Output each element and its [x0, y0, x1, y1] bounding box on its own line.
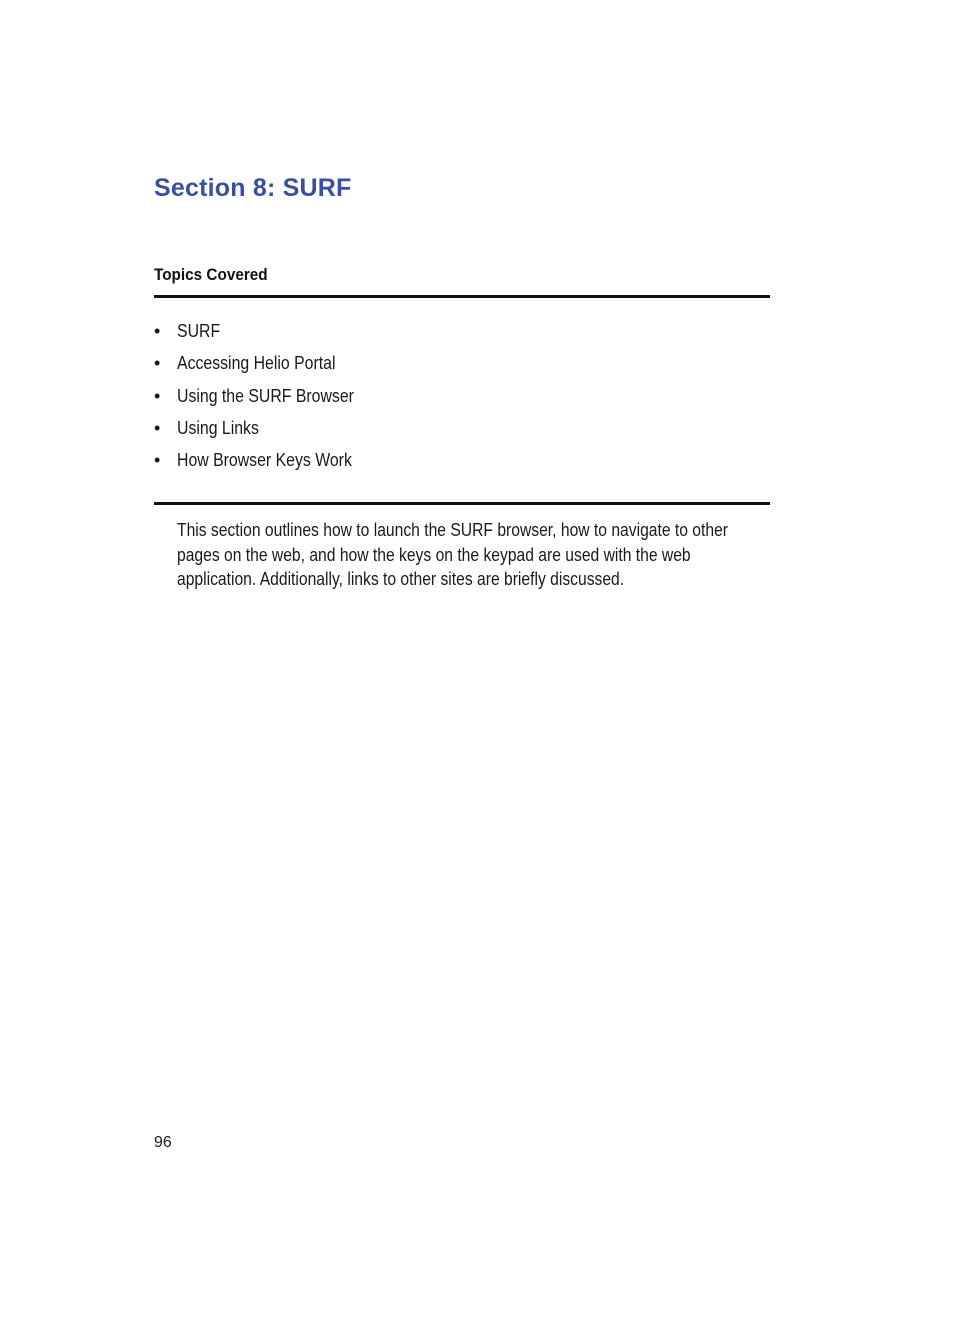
bullet-icon: • — [154, 417, 161, 438]
topic-label: Accessing Helio Portal — [177, 353, 336, 374]
topics-heading: Topics Covered — [154, 265, 268, 284]
section-title: Section 8: SURF — [154, 174, 352, 202]
bullet-icon: • — [154, 450, 161, 471]
topic-label: Using Links — [177, 417, 259, 438]
page-number: 96 — [154, 1134, 172, 1151]
bullet-icon: • — [154, 321, 161, 341]
topic-label: Using the SURF Browser — [177, 385, 354, 406]
topic-label: How Browser Keys Work — [177, 450, 352, 471]
topics-bottom-divider — [154, 502, 770, 505]
topic-label: SURF — [177, 321, 221, 341]
bullet-icon: • — [154, 353, 161, 374]
intro-paragraph: This section outlines how to launch the SURF browser, how to navigate to other pages on the web, and how the keys on the keypad are used with the web application. Additionally, links to other sites are briefly discussed. — [177, 520, 729, 589]
bullet-icon: • — [154, 385, 161, 406]
topics-top-divider — [154, 295, 770, 298]
